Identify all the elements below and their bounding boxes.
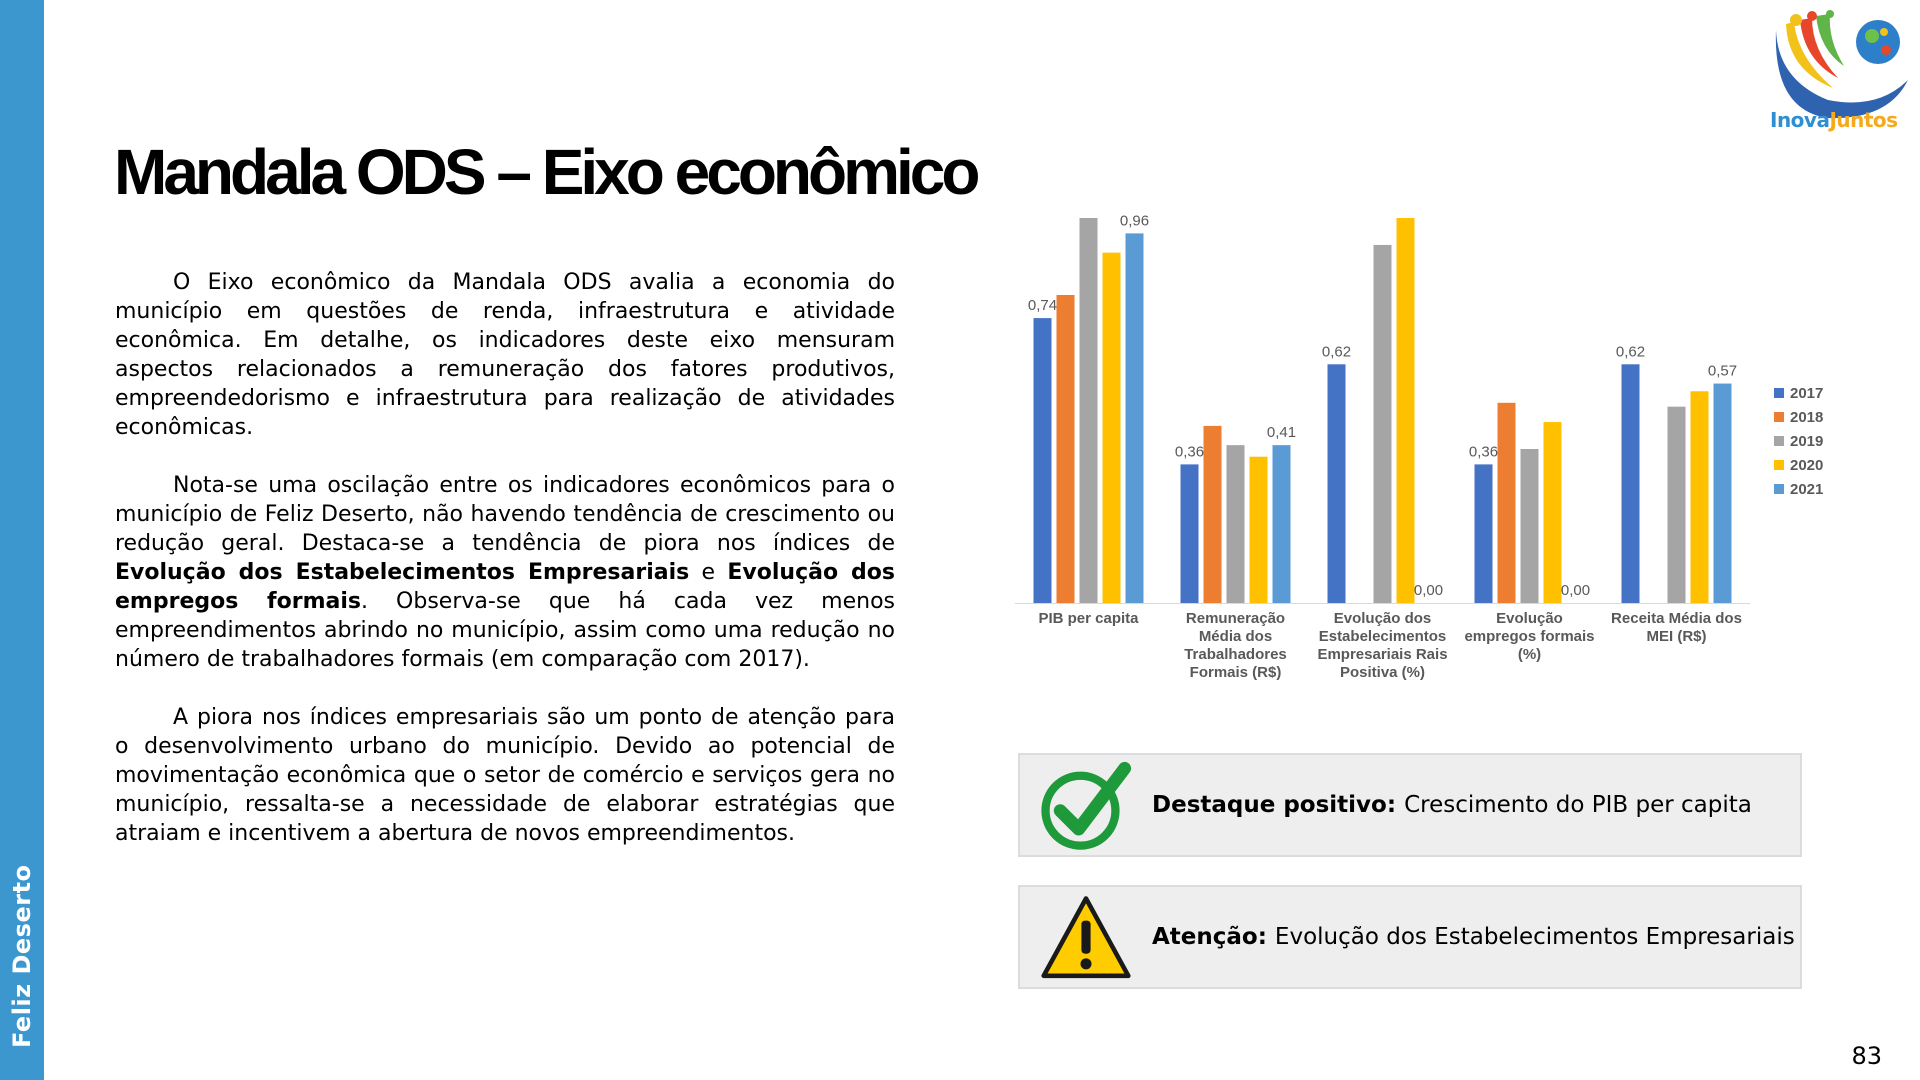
page-title: Mandala ODS – Eixo econômico <box>114 136 977 208</box>
x-tick-label <box>1464 610 1594 663</box>
x-tick-label-line: Formais (R$) <box>1189 664 1282 681</box>
data-label: 0,96 <box>1119 212 1150 230</box>
paragraph-conclusion: A piora nos índices empresariais são um ponto de atenção para o desenvolvimento urbano do município. Devido ao potencial de movimentação econômica que o setor de comércio e serviços gera no município, ressalta-se a necessidade de elaborar estratégias que atraiam e incentivem a abertura de novos empreendimentos. <box>115 705 895 846</box>
x-tick-label-line: Positiva (%) <box>1339 664 1426 681</box>
bar-2017 <box>1034 318 1052 603</box>
legend-label-2020: 2020 <box>1790 457 1824 474</box>
bar-2019 <box>1521 449 1539 603</box>
body-text <box>115 268 895 877</box>
legend-swatch-2020 <box>1774 460 1784 470</box>
x-tick-label-line: Empresariais Rais <box>1317 646 1448 663</box>
bar-2018 <box>1057 295 1075 603</box>
bar-2019 <box>1668 407 1686 603</box>
attention-highlight-text: Evolução dos Estabelecimentos Empresariais <box>1274 924 1795 950</box>
x-tick-label-line: Evolução <box>1496 610 1563 627</box>
positive-highlight-label: Destaque positivo: <box>1152 792 1397 818</box>
legend-swatch-2021 <box>1774 484 1784 494</box>
data-label: 0,41 <box>1266 424 1297 442</box>
data-label: 0,00 <box>1413 582 1444 599</box>
sidebar-label: Feliz Deserto <box>8 864 36 1048</box>
x-tick-label-line: Evolução dos <box>1333 610 1432 627</box>
paragraph-analysis-bold-estabelecimentos: Evolução dos Estabelecimentos Empresariais <box>115 560 690 585</box>
legend-label-2021: 2021 <box>1790 481 1824 498</box>
x-tick-label-line: Trabalhadores <box>1184 646 1287 663</box>
page-number: 83 <box>1851 1042 1882 1070</box>
bar-2020 <box>1691 391 1709 603</box>
bar-2020 <box>1397 218 1415 603</box>
paragraph-analysis-text: . Observa-se que há cada vez menos empreendimentos abrindo no município, assim como uma redução no número de trabalhadores formais (em comparação com 2017). <box>115 589 895 672</box>
bar-2017 <box>1475 464 1493 603</box>
bar-2019 <box>1080 218 1098 603</box>
sidebar <box>0 0 44 1080</box>
paragraph-intro: O Eixo econômico da Mandala ODS avalia a economia do município em questões de renda, infraestrutura e atividade econômica. Em detalhe, os indicadores deste eixo mensuram aspectos relacionados a remuneração dos fatores produtivos, empreendedorismo e infraestrutura para realização de atividades econômicas. <box>115 270 895 440</box>
data-label: 0,62 <box>1615 343 1646 361</box>
attention-highlight-message <box>1152 887 1795 987</box>
x-tick-label-line: MEI (R$) <box>1646 628 1707 645</box>
legend-swatch-2019 <box>1774 436 1784 446</box>
bar-2021 <box>1714 384 1732 603</box>
warning-icon <box>1040 893 1132 985</box>
bar-chart <box>1010 200 1860 700</box>
x-tick-label-line: (%) <box>1517 646 1542 663</box>
logo-text-juntos: Juntos <box>1829 108 1898 132</box>
x-tick-label-line: Estabelecimentos <box>1318 628 1447 645</box>
bar-2017 <box>1181 464 1199 603</box>
paragraph-analysis-bold-empregos: Evolução dos empregos formais <box>115 560 895 614</box>
x-tick-label <box>1317 610 1447 681</box>
legend-label-2019: 2019 <box>1790 433 1824 450</box>
x-tick-label <box>1038 610 1139 627</box>
bar-2020 <box>1544 422 1562 603</box>
bar-2020 <box>1103 253 1121 603</box>
positive-highlight-text: Crescimento do PIB per capita <box>1404 792 1752 818</box>
data-label: 0,36 <box>1174 443 1205 461</box>
data-label: 0,62 <box>1321 343 1352 361</box>
x-tick-label-line: Receita Média dos <box>1611 610 1742 627</box>
legend-swatch-2018 <box>1774 412 1784 422</box>
data-label: 0,74 <box>1027 297 1058 315</box>
bar-2017 <box>1622 364 1640 603</box>
x-tick-label-line: Remuneração <box>1185 610 1286 627</box>
check-icon <box>1040 761 1132 853</box>
data-label: 0,00 <box>1560 582 1591 599</box>
bar-2019 <box>1374 245 1392 603</box>
bar-2018 <box>1498 403 1516 603</box>
bar-2019 <box>1227 445 1245 603</box>
bar-2021 <box>1126 233 1144 603</box>
x-tick-label-line: empregos formais <box>1464 628 1595 645</box>
data-label: 0,36 <box>1468 443 1499 461</box>
positive-highlight-message <box>1152 755 1752 855</box>
legend-swatch-2017 <box>1774 388 1784 398</box>
paragraph-analysis-text: Nota-se uma oscilação entre os indicadores econômicos para o município de Feliz Deserto, não havendo tendência de crescimento ou redução geral. Destaca-se a tendência de piora nos índices de <box>115 473 895 556</box>
legend-label-2018: 2018 <box>1790 409 1824 426</box>
bar-2020 <box>1250 457 1268 603</box>
logo-text-inova: Inova <box>1770 108 1830 132</box>
legend-label-2017: 2017 <box>1790 385 1824 402</box>
paragraph-analysis-text: e <box>689 560 728 585</box>
data-label: 0,57 <box>1707 362 1738 380</box>
attention-highlight-box <box>1018 885 1802 989</box>
attention-highlight-label: Atenção: <box>1152 924 1267 950</box>
x-tick-label-line: PIB per capita <box>1038 610 1139 627</box>
paragraph-analysis <box>115 471 895 674</box>
bar-2017 <box>1328 364 1346 603</box>
logo-wordmark <box>1770 108 1920 132</box>
bar-2021 <box>1273 445 1291 603</box>
bar-2018 <box>1204 426 1222 603</box>
x-tick-label-line: Média dos <box>1198 628 1273 645</box>
x-tick-label <box>1184 610 1287 681</box>
positive-highlight-box <box>1018 753 1802 857</box>
x-tick-label <box>1611 610 1742 645</box>
